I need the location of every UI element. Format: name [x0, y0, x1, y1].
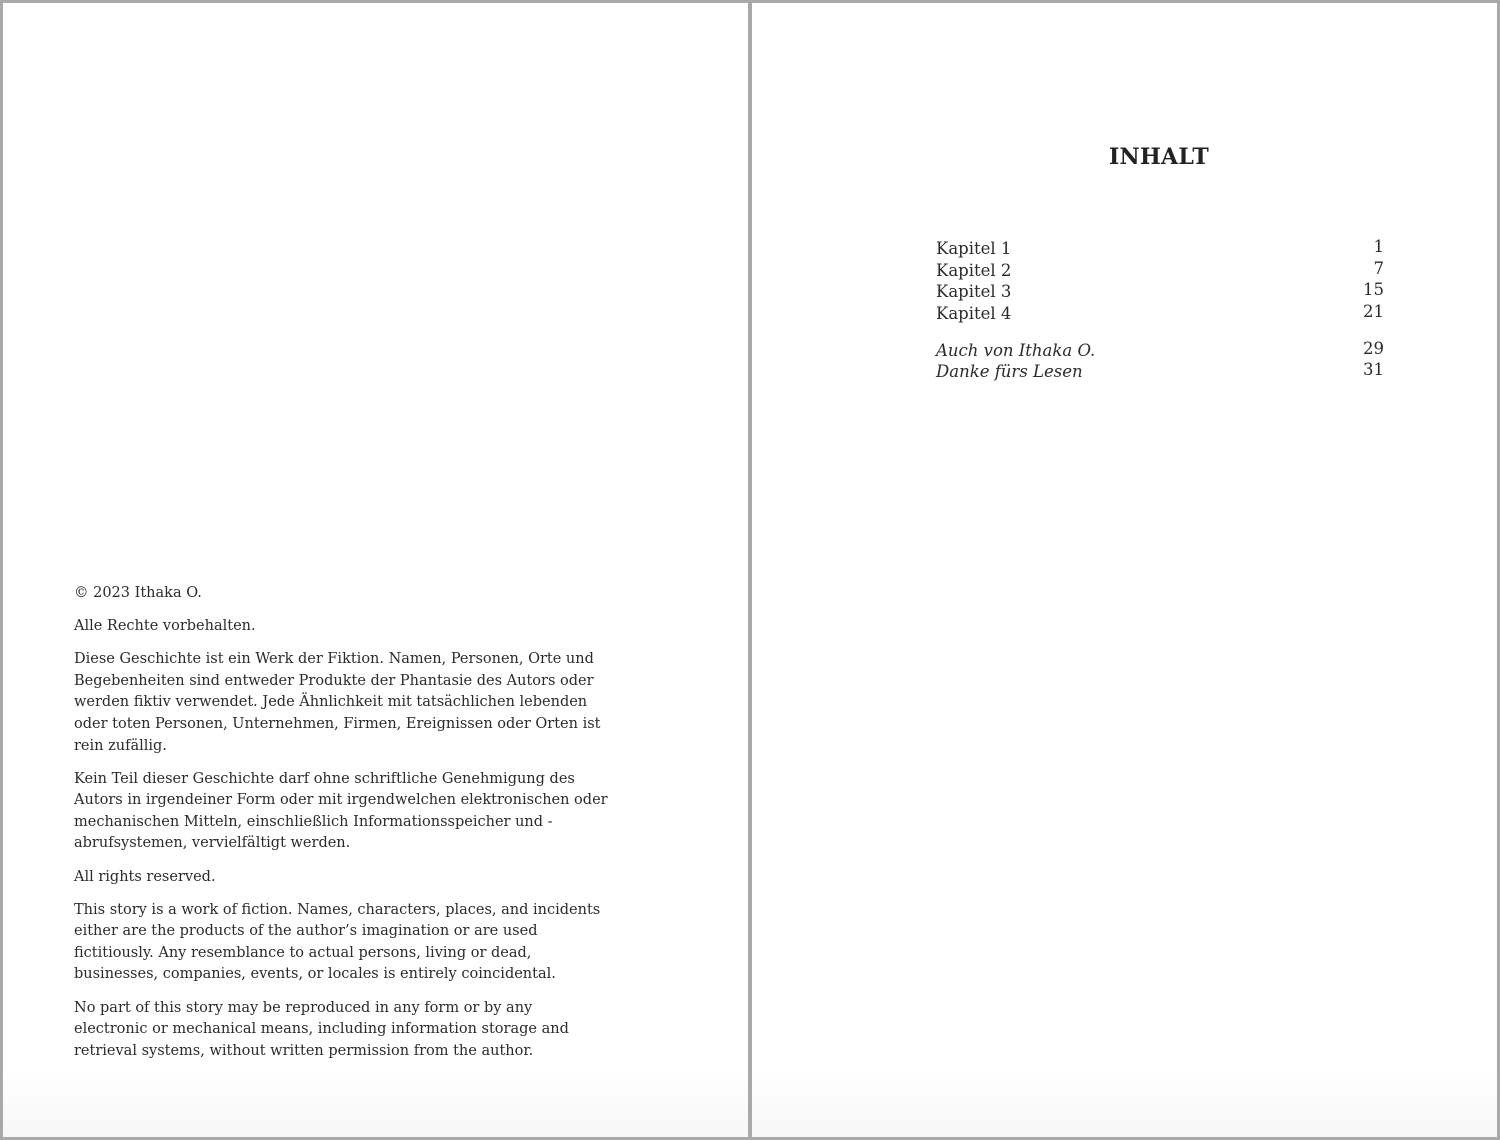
copyright-line: © 2023 Ithaka O.: [74, 585, 202, 601]
toc-title: INHALT: [1108, 144, 1210, 170]
toc-entry-label: Auch von Ithaka O.: [936, 340, 1096, 360]
toc-entry-label: Kapitel 4: [936, 304, 1012, 324]
toc-entry-kapitel-4[interactable]: [936, 304, 1384, 326]
toc-entry-label: Kapitel 3: [936, 282, 1012, 302]
toc-entry-page-number: 15: [1363, 280, 1384, 300]
toc-entry-label: Kapitel 1: [936, 239, 1012, 258]
toc-entry-page-number: 1: [1373, 237, 1384, 256]
fiction-disclaimer-en: This story is a work of fiction. Names, characters, places, and incidents either are the products of the author’s imagination or are used fictitiously. Any resemblance to actual persons, living or dead, businesses, companies, events, or locales is entirely coincidental.: [74, 901, 601, 983]
toc-entry-label: Danke fürs Lesen: [936, 362, 1083, 382]
toc-entry-label: Kapitel 2: [936, 260, 1012, 280]
toc-entry-also-by-author[interactable]: [936, 338, 1384, 363]
rights-reserved-en: All rights reserved.: [74, 868, 216, 885]
toc-entry-page-number: 21: [1363, 302, 1384, 322]
toc-entry-page-number: 29: [1363, 338, 1384, 358]
reproduction-notice-de: Kein Teil dieser Geschichte darf ohne schriftliche Genehmigung des Autors in irgendeiner Form oder mit irgendwelchen elektronischen oder mechanischen Mitteln, einschließlich Informationsspeicher und -abrufsystemen, vervielfältigt werden.: [74, 770, 608, 852]
toc-entry-kapitel-2[interactable]: [936, 258, 1384, 283]
toc-entry-thanks-for-reading[interactable]: [936, 362, 1384, 384]
toc-entry-kapitel-3[interactable]: [936, 282, 1384, 304]
toc-entry-page-number: 7: [1373, 258, 1384, 278]
right-page: [752, 3, 1497, 1137]
fiction-disclaimer-de: Diese Geschichte ist ein Werk der Fiktion. Namen, Personen, Orte und Begebenheiten sind entweder Produkte der Phantasie des Autors oder werden fiktiv verwendet. Jede Ähnlichkeit mit tatsächlichen lebenden oder toten Personen, Unternehmen, Firmen, Ereignissen oder Orten ist rein zufällig.: [74, 651, 601, 754]
rights-reserved-de: Alle Rechte vorbehalten.: [74, 618, 256, 635]
toc-entry-kapitel-1[interactable]: [936, 239, 1384, 261]
left-page: [3, 3, 748, 1137]
table-of-contents: [936, 239, 1384, 384]
toc-spacer: [936, 326, 1384, 341]
toc-entry-page-number: 31: [1363, 360, 1384, 380]
reproduction-notice-en: No part of this story may be reproduced in any form or by any electronic or mechanical means, including information storage and retrieval systems, without written permission from the author.: [74, 999, 569, 1059]
copyright-block: [74, 583, 609, 1074]
